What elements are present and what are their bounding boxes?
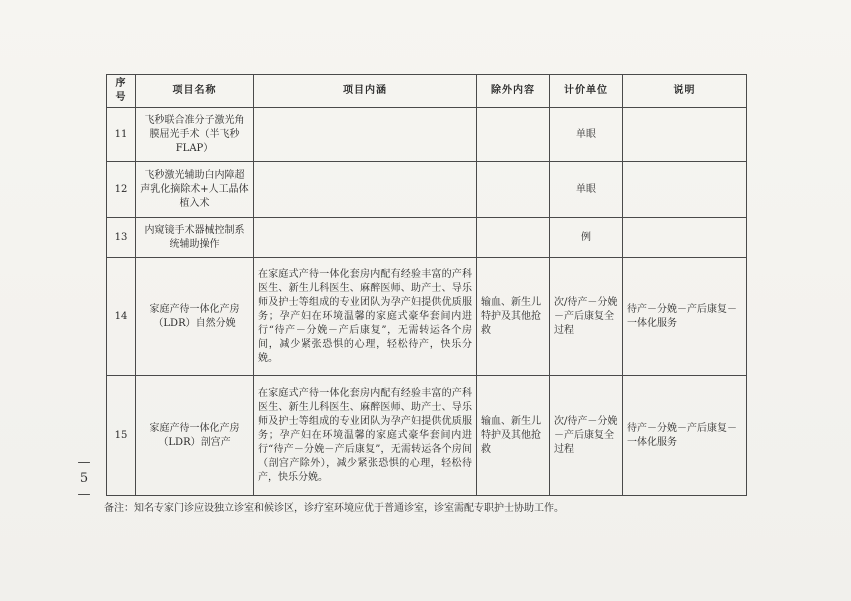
row-number: 14 xyxy=(107,258,136,376)
header-pricing-unit: 计价单位 xyxy=(550,75,623,108)
row-item-content xyxy=(254,218,477,258)
page-number-value: 5 xyxy=(79,471,89,486)
row-pricing-unit: 例 xyxy=(550,218,623,258)
row-pricing-unit: 单眼 xyxy=(550,108,623,162)
header-exclusion: 除外内容 xyxy=(477,75,550,108)
header-item-content: 项目内涵 xyxy=(254,75,477,108)
page-number xyxy=(76,455,92,503)
row-item-content xyxy=(254,162,477,218)
row-number: 11 xyxy=(107,108,136,162)
table-row xyxy=(107,218,747,258)
row-item-name: 内窥镜手术器械控制系统辅助操作 xyxy=(136,218,254,258)
row-pricing-unit: 单眼 xyxy=(550,162,623,218)
row-pricing-unit: 次/待产－分娩－产后康复全过程 xyxy=(550,376,623,496)
row-item-name: 飞秒激光辅助白内障超声乳化摘除术+人工晶体植入术 xyxy=(136,162,254,218)
row-number: 13 xyxy=(107,218,136,258)
row-number: 15 xyxy=(107,376,136,496)
fee-table xyxy=(106,74,747,496)
row-item-content: 在家庭式产待一体化套房内配有经验丰富的产科医生、新生儿科医生、麻醉医师、助产士、导乐师及护士等组成的专业团队为孕产妇提供优质服务；孕产妇在环境温馨的家庭式豪华套间内进行“待产－分娩－产后康复”，无需转运各个房间，减少紧张恐惧的心理，轻松待产，快乐分娩。 xyxy=(254,258,477,376)
footnote: 备注：知名专家门诊应设独立诊室和候诊区，诊疗室环境应优于普通诊室，诊室需配专职护士协助工作。 xyxy=(104,503,564,514)
table-row xyxy=(107,162,747,218)
row-item-name: 飞秒联合准分子激光角膜屈光手术（半飞秒FLAP） xyxy=(136,108,254,162)
row-item-name: 家庭产待一体化产房（LDR）剖宫产 xyxy=(136,376,254,496)
dash-mark: — xyxy=(77,487,91,502)
table-row xyxy=(107,376,747,496)
row-exclusion xyxy=(477,108,550,162)
row-item-name: 家庭产待一体化产房（LDR）自然分娩 xyxy=(136,258,254,376)
row-note xyxy=(623,218,747,258)
row-exclusion xyxy=(477,162,550,218)
header-number: 序号 xyxy=(107,75,136,108)
table-header-row xyxy=(107,75,747,108)
dash-mark: — xyxy=(77,455,91,470)
row-number: 12 xyxy=(107,162,136,218)
row-exclusion xyxy=(477,218,550,258)
header-item-name: 项目名称 xyxy=(136,75,254,108)
row-note: 待产－分娩－产后康复－一体化服务 xyxy=(623,258,747,376)
row-item-content xyxy=(254,108,477,162)
table-row xyxy=(107,258,747,376)
row-note: 待产－分娩－产后康复－一体化服务 xyxy=(623,376,747,496)
row-note xyxy=(623,108,747,162)
table-row xyxy=(107,108,747,162)
row-exclusion: 输血、新生儿特护及其他抢救 xyxy=(477,376,550,496)
row-pricing-unit: 次/待产－分娩－产后康复全过程 xyxy=(550,258,623,376)
header-note: 说明 xyxy=(623,75,747,108)
row-item-content: 在家庭式产待一体化套房内配有经验丰富的产科医生、新生儿科医生、麻醉医师、助产士、导乐师及护士等组成的专业团队为孕产妇提供优质服务；孕产妇在环境温馨的家庭式豪华套间内进行“待产－分娩－产后康复”，无需转运各个房间（剖宫产除外），减少紧张恐惧的心理，轻松待产，快乐分娩。 xyxy=(254,376,477,496)
row-note xyxy=(623,162,747,218)
row-exclusion: 输血、新生儿特护及其他抢救 xyxy=(477,258,550,376)
